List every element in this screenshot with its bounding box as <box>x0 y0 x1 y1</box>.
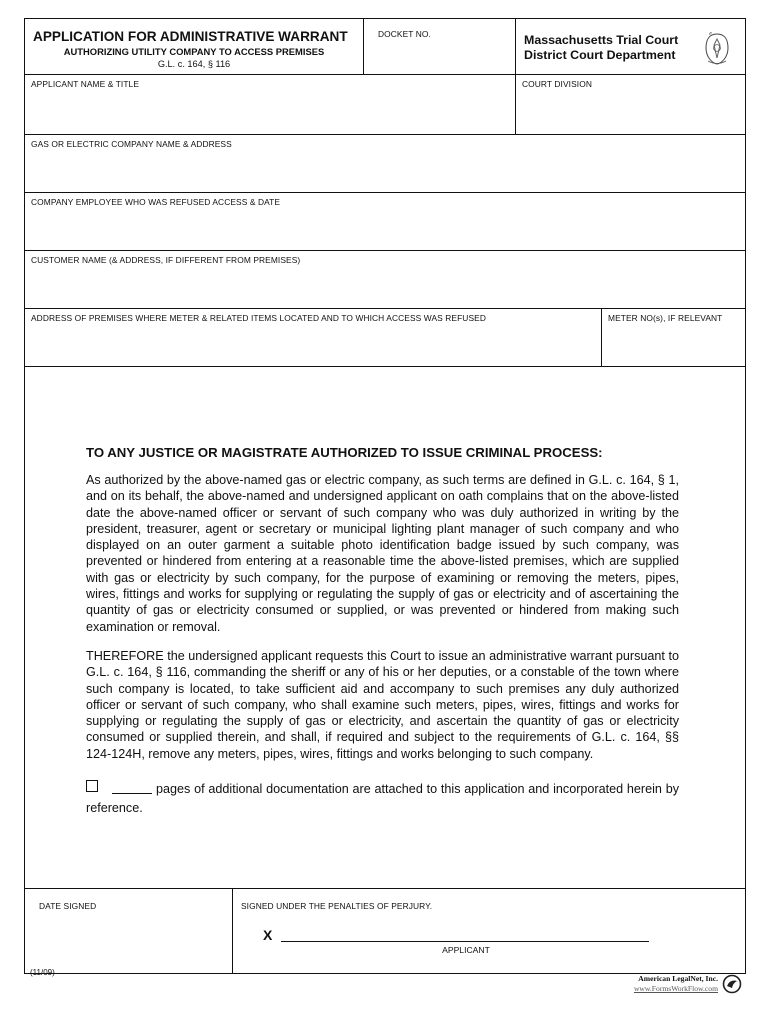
signature-row <box>25 889 745 973</box>
court-name <box>524 33 678 63</box>
court-block <box>515 19 745 74</box>
gas-company-label: GAS OR ELECTRIC COMPANY NAME & ADDRESS <box>31 139 232 149</box>
publisher-url[interactable]: www.FormsWorkFlow.com <box>633 984 718 993</box>
applicant-row <box>25 75 745 135</box>
publisher-text <box>634 974 718 994</box>
warrant-application-form <box>24 18 746 974</box>
gas-company-field[interactable] <box>25 135 745 192</box>
attachment-line <box>86 780 679 818</box>
docket-label: DOCKET NO. <box>378 29 431 39</box>
court-line-2: District Court Department <box>524 48 676 62</box>
applicant-name-label: APPLICANT NAME & TITLE <box>31 79 140 89</box>
body-paragraph-authorization: As authorized by the above-named gas or electric company, as such terms are defined in G.L. c. 164, § 1, and on its behalf, the above-named and undersigned applicant on oath complains that on the above-listed date the above-named officer or servant of such company who was duly authorized in writing by the president, treasurer, agent or secretary or municipal lighting plant manager of such company and who displayed on an outer garment a suitable photo identification badge issued by such company, was prevented or hindered from entering at a reasonable time the above-listed premises, which are supplied with gas or electricity by such company, for the purpose of examining or removing the meters, pipes, wires, fittings and works for supplying or regulating the supply of gas or electricity and of ascertaining the quantity of gas or electricity consumed or supplied, or was prevented or hindered from making such examination or removal. <box>86 473 679 634</box>
state-seal-icon <box>701 31 733 67</box>
form-title: APPLICATION FOR ADMINISTRATIVE WARRANT <box>33 29 348 44</box>
publisher-logo-icon <box>722 974 742 994</box>
body-heading: TO ANY JUSTICE OR MAGISTRATE AUTHORIZED TO ISSUE CRIMINAL PROCESS: <box>86 445 603 460</box>
signature-field[interactable] <box>232 889 745 973</box>
publisher-name: American LegalNet, Inc. <box>638 974 718 983</box>
publisher-block <box>634 974 742 994</box>
employee-field[interactable] <box>25 193 745 250</box>
page-count-blank[interactable] <box>112 793 152 794</box>
application-body <box>25 367 745 889</box>
employee-label: COMPANY EMPLOYEE WHO WAS REFUSED ACCESS & DATE <box>31 197 281 207</box>
attachment-text: pages of additional documentation are attached to this application and incorporated herein by reference. <box>86 782 679 816</box>
applicant-name-field[interactable] <box>25 75 515 134</box>
premises-address-field[interactable] <box>25 309 601 366</box>
court-line-1: Massachusetts Trial Court <box>524 33 679 47</box>
meter-number-label: METER NO(s), IF RELEVANT <box>608 313 723 323</box>
signature-x-mark: X <box>263 927 273 943</box>
premises-row <box>25 309 745 367</box>
form-citation: G.L. c. 164, § 116 <box>157 59 231 69</box>
title-block <box>25 19 363 74</box>
attachment-checkbox[interactable] <box>86 780 98 792</box>
customer-field[interactable] <box>25 251 745 308</box>
court-division-field[interactable] <box>515 75 745 134</box>
employee-row <box>25 193 745 251</box>
customer-label: CUSTOMER NAME (& ADDRESS, IF DIFFERENT FROM PREMISES) <box>31 255 301 265</box>
court-division-label: COURT DIVISION <box>522 79 592 89</box>
docket-field[interactable] <box>363 19 515 74</box>
form-subtitle: AUTHORIZING UTILITY COMPANY TO ACCESS PREMISES <box>63 46 325 57</box>
customer-row <box>25 251 745 309</box>
form-header <box>25 19 745 75</box>
date-signed-field[interactable] <box>25 889 232 973</box>
revision-date: (11/09) <box>30 968 55 977</box>
meter-number-field[interactable] <box>601 309 745 366</box>
date-signed-label: DATE SIGNED <box>39 901 97 911</box>
premises-address-label: ADDRESS OF PREMISES WHERE METER & RELATED ITEMS LOCATED AND TO WHICH ACCESS WAS REFUSED <box>31 313 486 323</box>
body-text <box>86 445 679 818</box>
perjury-label: SIGNED UNDER THE PENALTIES OF PERJURY. <box>241 901 433 911</box>
signature-line[interactable] <box>281 941 649 942</box>
body-paragraph-request: THEREFORE the undersigned applicant requests this Court to issue an administrative warrant pursuant to G.L. c. 164, § 116, commanding the sheriff or any of his or her deputies, or a constable of the town where such company is located, to take sufficient aid and accompany to such premises any duly authorized officer or servant of such company, who shall examine such meters, pipes, wires, fittings and works for supplying or regulating the supply of gas or electricity, and ascertain the quantity of gas or electricity consumed or supplied therein, and shall, if required and subject to the requirements of G.L. c. 164, §§ 124-124H, remove any meters, pipes, wires, fittings and works belonging to such company. <box>86 648 679 761</box>
gas-company-row <box>25 135 745 193</box>
applicant-caption: APPLICANT <box>442 945 490 955</box>
